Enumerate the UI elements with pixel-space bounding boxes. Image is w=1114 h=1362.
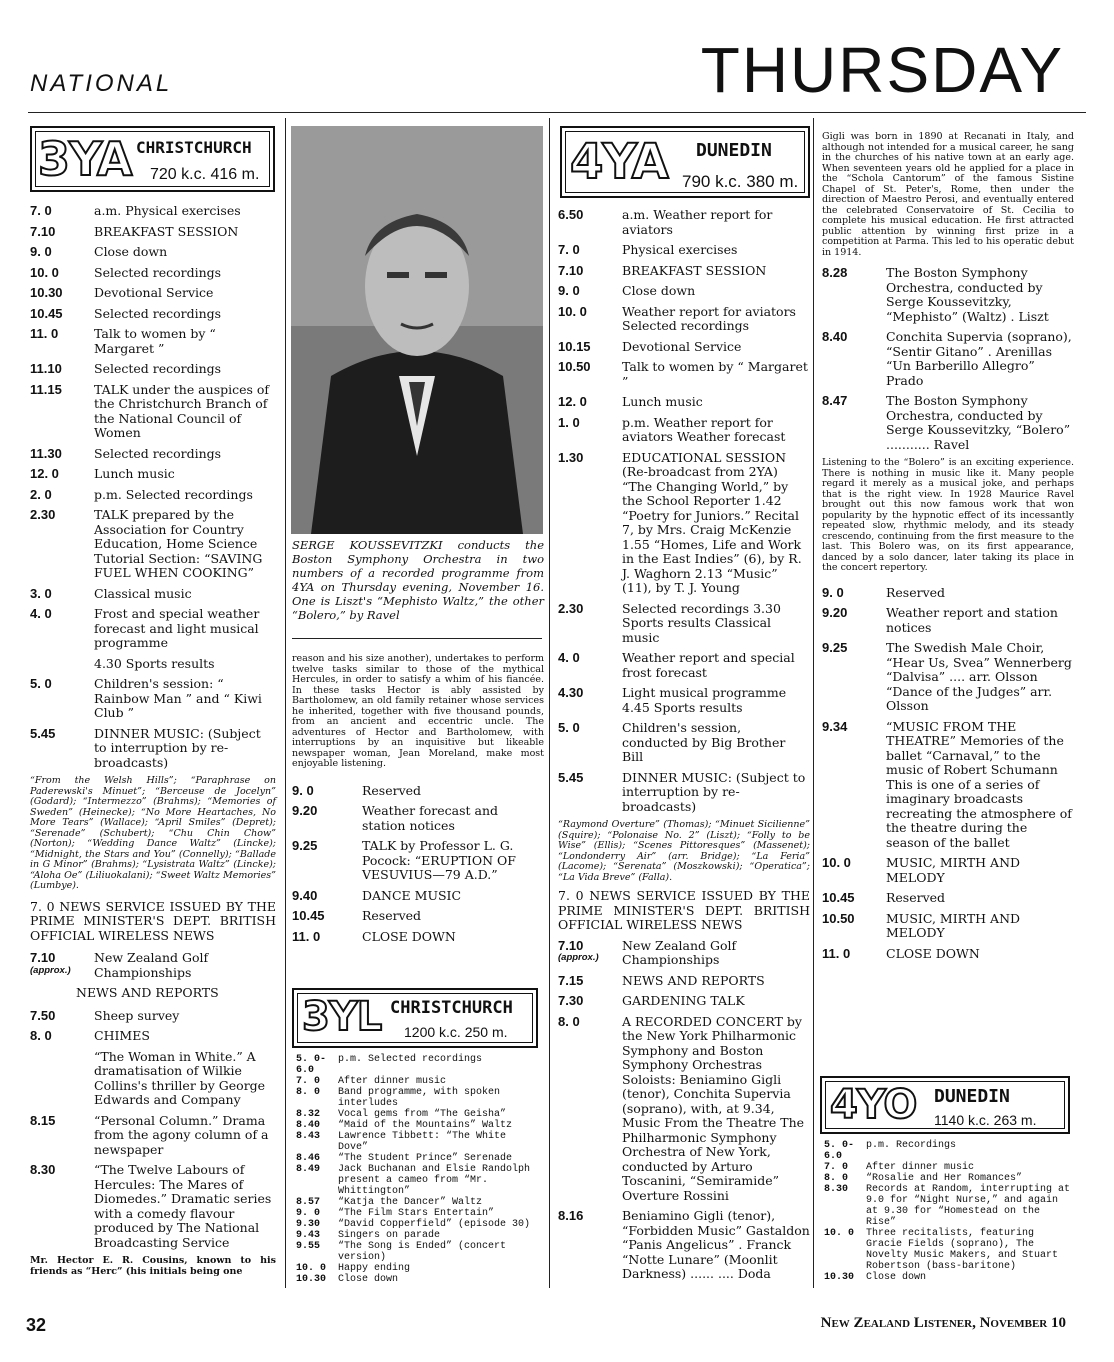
description: “The Film Stars Entertain” (338, 1208, 495, 1219)
time: 8. 0 (558, 1013, 580, 1029)
time: 11.15 (30, 381, 62, 397)
program-item (296, 1076, 540, 1087)
description: p.m. Weather report for aviators Weather forecast (622, 414, 786, 444)
program-item (296, 1087, 540, 1109)
program-item (296, 1109, 540, 1120)
time: 5. 0 (30, 676, 52, 691)
time: 10.15 (558, 338, 591, 354)
description: p.m. Selected recordings (338, 1054, 483, 1065)
time: 9.55 (296, 1241, 321, 1252)
description: Frost and special weather forecast and light musical programme (94, 606, 260, 650)
time: 9. 0 (558, 283, 580, 298)
photo-caption: SERGE KOUSSEVITZKI conducts the Boston Symphony Orchestra in two numbers of a recorded programme from 4YA on Thursday evening, November 16. One is Liszt's “Mephisto Waltz,” the other “Bolero,” by Ravel (292, 538, 544, 622)
program-item (296, 1054, 540, 1076)
program-item (296, 1263, 540, 1274)
news-service: 7. 0 NEWS SERVICE ISSUED BY THE PRIME MINISTER'S DEPT. BRITISH OFFICIAL WIRELESS NEWS (30, 898, 276, 943)
column-rule (549, 118, 550, 1288)
program-item (30, 1029, 276, 1044)
program-item (558, 208, 810, 237)
station-banner-3ya (30, 126, 275, 192)
program-item (824, 1184, 1072, 1228)
description: a.m. Weather report for aviators (622, 207, 773, 237)
time: 7.10 (30, 950, 56, 965)
program-item (296, 1274, 540, 1285)
program-item (822, 606, 1074, 635)
description: CLOSE DOWN (886, 945, 980, 961)
description: “Katja the Dancer” Waltz (338, 1197, 483, 1208)
program-item (30, 245, 276, 260)
program-item (822, 912, 1074, 941)
description: Weather report for aviators Selected recordings (622, 303, 796, 333)
schedule-middle (292, 654, 544, 950)
description: Children's session, conducted by Big Brother Bill (622, 720, 786, 764)
description: DINNER MUSIC: (Subject to interruption by re-broadcasts) (94, 725, 261, 770)
dinner-music-list: “Raymond Overture” (Thomas); “Minuet Sicilienne” (Squire); “Polonaise No. 2” (Liszt); “Folly to be Wise” (Ellis); “Scenes Pittoresques” (Massenet); “Londonderry Air” (arr. Bridge); “La Feria” (Lacome); “Serenata” (Moszkowski); “Operatica”; “La Vida Breve” (Falla). (558, 819, 810, 883)
time: 8.40 (822, 329, 848, 344)
publication-footer: New Zealand Listener, November 10 (820, 1315, 1066, 1331)
continued-article: reason and his size another), undertakes to perform twelve tasks similar to those of the mythical Hercules, in order to satisfy a whim of his fiancée. In these tasks Hector is ably assisted by Bartholomew, an old family retainer whose services he inherited, together with five thousand pounds, from an ancient and eccentric uncle. The adventures of Hector and Bartholomew, with interruptions by an inquisitive but likeable newspaper woman, Jean Moreland, make most enjoyable listening. (292, 653, 544, 769)
program-item (30, 727, 276, 771)
city: DUNEDIN (696, 140, 772, 161)
time: 10.30 (824, 1272, 855, 1283)
time: 9. 0 (30, 244, 52, 259)
program-item (558, 602, 810, 646)
time: 10. 0 (558, 303, 587, 319)
description: BREAKFAST SESSION (94, 223, 239, 239)
time (30, 657, 94, 672)
schedule-4ya (558, 208, 810, 1288)
time: 7.10 (30, 223, 56, 239)
program-item (558, 416, 810, 445)
time: 4. 0 (30, 606, 52, 621)
program-item (558, 243, 810, 258)
description: Children's session: “ Rainbow Man ” and “ Kiwi Club ” (94, 676, 262, 720)
time: 8.32 (296, 1109, 321, 1120)
news-reports: NEWS AND REPORTS (76, 985, 219, 1000)
time: 5. 0-6.0 (296, 1054, 327, 1076)
time: 9.20 (292, 803, 318, 818)
description: a.m. Physical exercises (94, 203, 241, 218)
time: 6.50 (558, 207, 584, 222)
program-item (30, 508, 276, 581)
bolero-note: Listening to the “Bolero” is an exciting experience. There is nothing in music like it. Many people regard it merely as a musical joke, and perhaps that is the right view. In 1928 Maurice Ravel brought out this now famous work that won popularity by the hypnotic effect of its incessantly repeated slow, rhythmic melody, and its steady crescendo, continuing from the first measure to the last. This Bolero was, on its first appearance, danced by a solo dancer, later taking its place in the concert repertory. (822, 457, 1074, 573)
time: 9.25 (822, 640, 848, 655)
header-rule (28, 112, 1086, 113)
description: Close down (338, 1274, 399, 1285)
description: Close down (866, 1272, 927, 1283)
program-item (30, 657, 276, 672)
time: 10.45 (292, 908, 325, 923)
description: Lunch music (622, 394, 703, 409)
time: 8.15 (30, 1112, 56, 1128)
program-item (292, 909, 544, 924)
time: 9.34 (822, 718, 848, 734)
time: 8.28 (822, 265, 848, 280)
column-rule (813, 118, 814, 1288)
program-item (296, 1153, 540, 1164)
time: 9.20 (822, 605, 848, 620)
program-item (558, 974, 810, 989)
time: 8. 0 (30, 1028, 52, 1043)
time: 9.25 (292, 838, 318, 853)
description: TALK prepared by the Association for Country Education, Home Science Tutorial Section: “SAVING FUEL WHEN COOKING” (94, 507, 263, 580)
time: 2.30 (558, 600, 584, 616)
time: 8.30 (824, 1184, 849, 1195)
description: CHIMES (94, 1028, 150, 1043)
program-item (30, 225, 276, 240)
description: Reserved (362, 782, 422, 798)
time: 8.30 (30, 1162, 56, 1177)
description: “MUSIC FROM THE THEATRE” Memories of the ballet “Carnaval,” to the music of Robert Schumann This is one of a series of imaginary broadcasts recreating the atmosphere of the theatre during the season of the ballet (886, 718, 1072, 850)
program-item (824, 1140, 1072, 1162)
description: DINNER MUSIC: (Subject to interruption by re-broadcasts) (622, 769, 806, 814)
program-item (296, 1219, 540, 1230)
description: TALK by Professor L. G. Pocock: “ERUPTION OF VESUVIUS—79 A.D.” (362, 838, 516, 882)
description: EDUCATIONAL SESSION (Re-broadcast from 2YA) “The Changing World,” by the School Reporter 1.42 “Poetry for Juniors.” Recital 7, by Mrs. Craig McKenzie 1.55 “Homes, Life and Work in the East Indies” (6), by R. J. Waghorn 2.13 “Music” (11), by T. J. Young (622, 449, 802, 595)
program-item (292, 889, 544, 904)
time: 10.45 (30, 305, 63, 321)
description: Lunch music (94, 466, 175, 481)
program-item (30, 587, 276, 602)
time: 10.45 (822, 890, 855, 905)
description: GARDENING TALK (622, 993, 745, 1008)
time: 10. 0 (296, 1263, 327, 1274)
frequency: 790 k.c. 380 m. (682, 172, 799, 191)
program-item (30, 607, 276, 651)
description: p.m. Selected recordings (94, 486, 253, 502)
description: New Zealand Golf Championships (94, 950, 209, 980)
description: Reserved (886, 584, 946, 600)
program-item (296, 1164, 540, 1197)
program-item (30, 488, 276, 503)
program-item (292, 784, 544, 799)
program-item (558, 264, 810, 279)
description: Band programme, with spoken interludes (338, 1087, 501, 1109)
time: 7. 0 (296, 1076, 321, 1087)
program-item (558, 651, 810, 680)
description: Weather forecast and station notices (362, 803, 498, 833)
time: 8.43 (296, 1131, 321, 1142)
program-item (296, 1241, 540, 1263)
program-item (824, 1162, 1072, 1173)
time: 9.30 (296, 1219, 321, 1230)
description: p.m. Recordings (866, 1140, 957, 1151)
description: MUSIC, MIRTH AND MELODY (886, 855, 1021, 885)
program-item (296, 1120, 540, 1131)
description: Selected recordings (94, 305, 222, 321)
description: CLOSE DOWN (362, 928, 456, 944)
time: 8.16 (558, 1208, 584, 1223)
description: Devotional Service (94, 285, 214, 300)
time: 8.40 (296, 1120, 321, 1131)
time: 7. 0 (558, 242, 580, 257)
schedule-3yl (296, 1054, 540, 1285)
program-item (558, 340, 810, 355)
program-item (292, 839, 544, 883)
description: Close down (94, 244, 168, 259)
program-item (558, 994, 810, 1009)
section-label: NATIONAL (30, 70, 173, 97)
program-item (30, 447, 276, 462)
time: 7. 0 (824, 1162, 849, 1173)
program-item (292, 804, 544, 833)
description: Selected recordings (94, 264, 222, 280)
program-item (30, 383, 276, 441)
news-service: 7. 0 NEWS SERVICE ISSUED BY THE PRIME MINISTER'S DEPT. BRITISH OFFICIAL WIRELESS NEWS (558, 888, 810, 932)
description: Beniamino Gigli (tenor), “Forbidden Music” Gastaldon “Panis Angelicus” . Franck “Notte Lunare” (Moonlit Darkness) ...... .... Doda (622, 1208, 810, 1281)
program-item (558, 721, 810, 765)
program-item (822, 586, 1074, 601)
program-item (822, 856, 1074, 885)
program-item (558, 395, 810, 410)
program-item (30, 327, 276, 356)
schedule-4ya-cont (822, 132, 1074, 967)
program-item (30, 204, 276, 219)
program-item (30, 1163, 276, 1250)
description: A RECORDED CONCERT by the New York Philharmonic Symphony and Boston Symphony Orchestras Soloists: Beniamino Gigli (tenor), Conchita Supervia (soprano), with, at 9.34, Music From the Theatre The Philharmonic Symphony Orchestra of New York, conducted by Arturo Toscanini, “Semiramide” Overture Rossini (622, 1013, 805, 1203)
time: 11. 0 (292, 928, 321, 944)
time: 11. 0 (30, 326, 59, 341)
description: BREAKFAST SESSION (622, 262, 767, 278)
callsign: 4YO (830, 1082, 917, 1128)
program-item (30, 1050, 276, 1108)
description: Weather report and special frost forecast (622, 650, 795, 680)
description: The Swedish Male Choir, “Hear Us, Svea” Wennerberg “Dalvisa” .... arr. Olsson “Dance of the Judges” arr. Olsson (886, 640, 1072, 713)
time: 2. 0 (30, 486, 52, 502)
program-item (558, 1015, 810, 1204)
description: Physical exercises (622, 242, 738, 257)
golf-item (558, 939, 810, 968)
station-banner-4yo (820, 1076, 1070, 1134)
description: Devotional Service (622, 338, 742, 354)
time: 9.43 (296, 1230, 321, 1241)
time: 5.45 (558, 769, 584, 785)
gigli-biography: Gigli was born in 1890 at Recanati in Italy, and although not intended for a musical career, he sang in the churches of his native town at an early age. When seventeen years old he applied for a place in the “Schola Cantorum” of the famous Sistine Chapel of St. Peter's, Rome, then under the direction of Maestro Perosi, and eventually entered the celebrated Conservatoire of St. Cecilia to complete his musical education. He first attracted public attention by winning first prize in a competition at Parma. This led to his operatic debut in 1914. (822, 131, 1074, 258)
time: 7.10 (558, 262, 584, 278)
frequency: 1200 k.c. 250 m. (404, 1024, 508, 1040)
continued-story: Mr. Hector E. R. Cousins, known to his friends as “Herc” (his initials being one (30, 1255, 276, 1277)
description: “Personal Column.” Drama from the agony column of a newspaper (94, 1112, 269, 1157)
description: MUSIC, MIRTH AND MELODY (886, 910, 1021, 940)
station-banner-3yl (292, 988, 538, 1048)
description: Jack Buchanan and Elsie Randolph present a cameo from “Mr. Whittington” (338, 1164, 531, 1197)
schedule-3ya (30, 204, 276, 1277)
callsign: 3YA (38, 132, 132, 186)
city: DUNEDIN (934, 1086, 1010, 1107)
time (30, 1050, 94, 1108)
program-item (30, 307, 276, 322)
time: 10. 0 (822, 855, 851, 870)
program-item (30, 677, 276, 721)
program-item (822, 394, 1074, 452)
description: Vocal gems from “The Geisha” (338, 1109, 507, 1120)
time: 8. 0 (296, 1087, 321, 1098)
time: 3. 0 (30, 585, 52, 601)
city: CHRISTCHURCH (136, 138, 252, 157)
program-item (296, 1208, 540, 1219)
time: 8.46 (296, 1153, 321, 1164)
time: 12. 0 (30, 466, 59, 481)
program-item (292, 930, 544, 945)
description: New Zealand Golf Championships (622, 937, 737, 967)
description: Talk to women by “ Margaret ” (94, 326, 216, 356)
description: After dinner music (866, 1162, 975, 1173)
time: 11. 0 (822, 945, 851, 961)
program-item (30, 286, 276, 301)
description: “The Student Prince” Serenade (338, 1153, 513, 1164)
description: Selected recordings (94, 361, 222, 376)
description: “The Woman in White.” A dramatisation of Wilkie Collins's thriller by George Edwards and Company (94, 1048, 266, 1107)
time: 2.30 (30, 507, 56, 522)
time: 10.30 (296, 1274, 327, 1285)
time: 5. 0-6.0 (824, 1140, 855, 1162)
time: 4. 0 (558, 650, 580, 665)
time: 10.50 (822, 910, 855, 926)
description: “Maid of the Mountains” Waltz (338, 1120, 513, 1131)
program-item (824, 1173, 1072, 1184)
description: The Boston Symphony Orchestra, conducted by Serge Koussevitzky, “Bolero” ........... Ravel (886, 393, 1071, 452)
program-item (822, 641, 1074, 714)
time: 8. 0 (824, 1173, 849, 1184)
time: 7.10 (558, 937, 584, 953)
description: Selected recordings (94, 445, 222, 461)
schedule-4yo (824, 1140, 1072, 1283)
time: 8.57 (296, 1197, 321, 1208)
program-item (822, 266, 1074, 324)
description: After dinner music (338, 1076, 447, 1087)
program-item (824, 1228, 1072, 1272)
description: Happy ending (338, 1263, 411, 1274)
conductor-photo (291, 126, 543, 534)
description: “The Song is Ended” (concert version) (338, 1241, 507, 1263)
description: The Boston Symphony Orchestra, conducted by Serge Koussevitzky, “Mephisto” (Waltz) . Liszt (886, 265, 1049, 324)
program-item (558, 284, 810, 299)
description: Singers on parade (338, 1230, 441, 1241)
time: 5.45 (30, 725, 56, 741)
column-rule (285, 118, 286, 1288)
frequency: 1140 k.c. 263 m. (934, 1112, 1037, 1128)
station-banner-4ya (560, 126, 810, 198)
description: Reserved (886, 890, 946, 905)
time: 7.30 (558, 993, 584, 1008)
time: 12. 0 (558, 394, 587, 409)
description: Lawrence Tibbett: “The White Dove” (338, 1131, 507, 1153)
program-item (822, 720, 1074, 851)
description: TALK under the auspices of the Christchurch Branch of the National Council of Women (94, 381, 270, 440)
approx-note: (approx.) (558, 952, 599, 963)
time: 7.50 (30, 1007, 56, 1023)
description: Selected recordings 3.30 Sports results Classical music (622, 600, 781, 645)
callsign: 4YA (570, 134, 668, 190)
time: 10. 0 (824, 1228, 855, 1239)
description: Records at Random, interrupting at 9.0 for “Night Nurse,” and again at 9.30 for “Homestead on the Rise” (866, 1184, 1071, 1228)
description: Reserved (362, 908, 422, 923)
description: DANCE MUSIC (362, 887, 462, 903)
time: 9. 0 (822, 584, 844, 600)
time: 10.50 (558, 359, 591, 374)
page-number: 32 (26, 1315, 47, 1335)
callsign: 3YL (302, 994, 382, 1040)
program-item (296, 1197, 540, 1208)
program-item (558, 360, 810, 389)
time: 1. 0 (558, 414, 580, 430)
approx-note: (approx.) (30, 964, 71, 976)
frequency: 720 k.c. 416 m. (150, 166, 260, 183)
dinner-music-list: “From the Welsh Hills”; “Paraphrase on Paderewski's Minuet”; “Berceuse de Jocelyn” (Godard); “Intermezzo” (Brahms); “Memories of Sweden” (Heinecke); “No More Heartaches, No More Tears” (Wallace); “April Smiles” (Depret); “Serenade” (Schubert); “Chu Chin Chow” (Norton); “Wedding Dance Waltz” (Lincke); “Midnight, the Stars and You” (Connelly); “Ballade in G Minor” (Brahms); “Lysistrata Waltz” (Lincke); “Aloha Oe” (Liliuokalani); “Sweet Waltz Memories” (Lumbye). (30, 775, 276, 891)
time: 7. 0 (30, 203, 52, 218)
description: NEWS AND REPORTS (622, 972, 765, 988)
description: “The Twelve Labours of Hercules: The Mares of Diomedes.” Dramatic series with a comedy flavour produced by The National Broadcasting Service (94, 1162, 272, 1250)
day-title: THURSDAY (700, 34, 1064, 106)
caption-rule (292, 638, 542, 639)
program-item (558, 686, 810, 715)
time: 11.30 (30, 445, 62, 461)
time: 9. 0 (292, 782, 314, 798)
description: Light musical programme 4.45 Sports results (622, 685, 787, 715)
program-item (296, 1230, 540, 1241)
time: 7.15 (558, 972, 584, 988)
program-item (30, 1114, 276, 1158)
program-item (30, 467, 276, 482)
time: 8.47 (822, 393, 848, 408)
description: Talk to women by “ Margaret ” (622, 359, 808, 389)
time: 4.30 (558, 685, 584, 700)
time: 8.49 (296, 1164, 321, 1175)
portrait-icon (291, 126, 543, 534)
description: 4.30 Sports results (94, 655, 215, 671)
golf-item (30, 951, 276, 980)
description: Three recitalists, featuring Gracie Fields (soprano), The Novelty Music Makers, and Stuart Robertson (bass-baritone) (866, 1228, 1059, 1272)
program-item (558, 1209, 810, 1282)
description: Weather report and station notices (886, 605, 1058, 635)
description: Classical music (94, 585, 192, 601)
program-item (822, 947, 1074, 962)
program-item (30, 266, 276, 281)
program-item (558, 771, 810, 815)
program-item (558, 451, 810, 596)
time: 1.30 (558, 449, 584, 465)
description: Close down (622, 283, 696, 298)
program-item (30, 1009, 276, 1024)
description: Sheep survey (94, 1007, 180, 1023)
program-item (822, 891, 1074, 906)
program-item (30, 362, 276, 377)
program-item (558, 305, 810, 334)
description: “David Copperfield” (episode 30) (338, 1219, 531, 1230)
time: 11.10 (30, 361, 62, 376)
time: 9. 0 (296, 1208, 321, 1219)
program-item (296, 1131, 540, 1153)
city: CHRISTCHURCH (390, 998, 513, 1018)
description: “Rosalie and Her Romances” (866, 1173, 1023, 1184)
time: 10. 0 (30, 264, 59, 280)
time: 10.30 (30, 285, 63, 300)
time: 5. 0 (558, 720, 580, 735)
program-item (822, 330, 1074, 388)
time: 9.40 (292, 887, 318, 903)
description: Conchita Supervia (soprano), “Sentir Gitano” . Arenillas “Un Barberillo Allegro” Prado (886, 329, 1072, 388)
program-item (824, 1272, 1072, 1283)
